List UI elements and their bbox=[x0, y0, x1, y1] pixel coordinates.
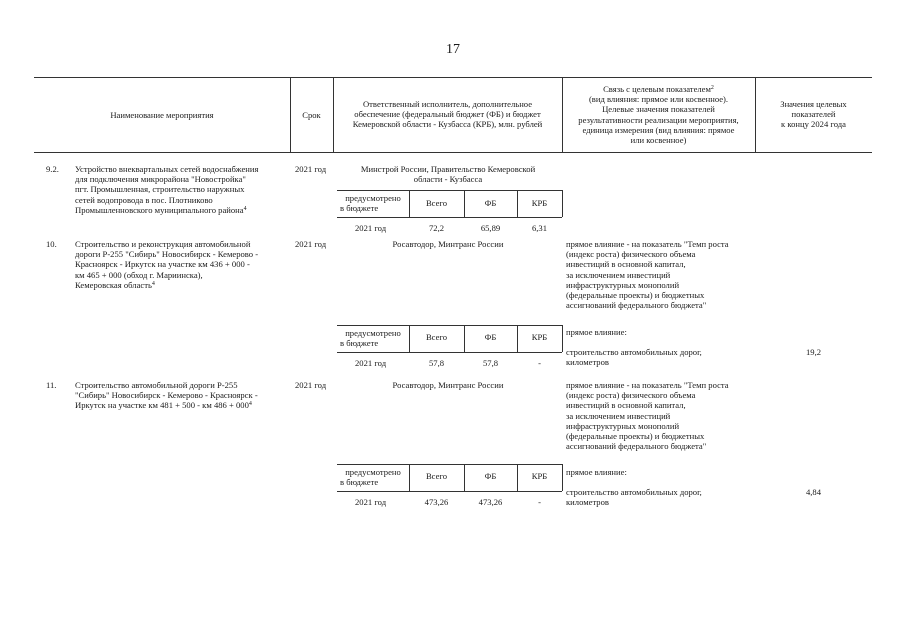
budget-total-header: Всего bbox=[425, 198, 448, 208]
budget-krb-value: 6,31 bbox=[531, 223, 548, 233]
header-target-line: Значения целевых bbox=[780, 99, 847, 109]
header-target-line: к концу 2024 года bbox=[781, 119, 846, 130]
footnote-ref: 2 bbox=[710, 85, 714, 91]
budget-total-value: 57,8 bbox=[428, 358, 445, 368]
row-name bbox=[75, 164, 287, 215]
row-name-text: Кемеровская область bbox=[75, 279, 152, 290]
budget-planned-label bbox=[337, 193, 409, 213]
footnote-ref: 4 bbox=[243, 205, 247, 212]
row-target-value: 4,84 bbox=[805, 487, 822, 497]
row-name-line: дороги Р-255 "Сибирь" Новосибирск - Кемерово - bbox=[75, 249, 259, 260]
budget-year: 2021 год bbox=[355, 497, 387, 507]
row-responsible-line: области - Кузбасса bbox=[413, 174, 483, 185]
budget-planned-label bbox=[337, 467, 409, 487]
row-name-line bbox=[75, 205, 287, 215]
row-link-direct: прямое влияние: bbox=[566, 467, 627, 477]
row-link bbox=[566, 380, 754, 451]
budget-planned-line: в бюджете bbox=[340, 203, 379, 214]
budget-total-value: 72,2 bbox=[428, 223, 445, 233]
header-link-line bbox=[562, 84, 755, 94]
row-name-line: Красноярск - Иркутск на участке км 436 + 000 - bbox=[75, 259, 250, 270]
header-bottom-rule bbox=[34, 152, 872, 153]
row-link-line: инвестиций в основной капитал, bbox=[566, 259, 686, 270]
row-link-line: (федеральные проекты) и бюджетных bbox=[566, 290, 705, 301]
row-indicator bbox=[566, 487, 754, 507]
header-top-rule bbox=[34, 77, 872, 78]
budget-rule bbox=[337, 464, 562, 465]
row-name-line bbox=[75, 280, 287, 290]
budget-total-header: Всего bbox=[425, 332, 448, 342]
budget-krb-value: - bbox=[538, 358, 541, 368]
budget-fb-value: 473,26 bbox=[478, 497, 503, 507]
row-link-line: инвестиций в основной капитал, bbox=[566, 400, 686, 411]
row-name-line bbox=[75, 400, 287, 410]
row-term: 2021 год bbox=[295, 380, 327, 390]
budget-total-value: 473,26 bbox=[424, 497, 449, 507]
page-number: 17 bbox=[446, 42, 460, 57]
budget-fb-header: ФБ bbox=[484, 198, 497, 208]
row-name-line: пгт. Промышленная, строительство наружных bbox=[75, 184, 245, 195]
header-responsible-line: обеспечение (федеральный бюджет (ФБ) и бюджет bbox=[354, 109, 541, 120]
budget-rule bbox=[337, 325, 562, 326]
budget-planned-line: в бюджете bbox=[340, 477, 379, 488]
row-number: 10. bbox=[46, 239, 57, 249]
row-indicator-line: строительство автомобильных дорог, bbox=[566, 347, 702, 357]
budget-fb-header: ФБ bbox=[484, 332, 497, 342]
header-link bbox=[562, 84, 755, 145]
row-link-line: прямое влияние - на показатель "Темп роста bbox=[566, 380, 729, 390]
row-indicator bbox=[566, 347, 754, 367]
row-link-line: инфраструктурных монополий bbox=[566, 420, 680, 431]
row-name-line: км 465 + 000 (обход г. Мариинска), bbox=[75, 269, 203, 280]
row-link-line: ассигнований федерального бюджета" bbox=[566, 300, 707, 311]
row-link-line: (индекс роста) физического объема bbox=[566, 390, 696, 401]
header-link-line: (вид влияния: прямое или косвенное). bbox=[588, 94, 729, 105]
header-responsible bbox=[333, 99, 562, 130]
budget-year: 2021 год bbox=[355, 358, 387, 368]
row-name-line: Устройство внеквартальных сетей водоснабжения bbox=[75, 164, 259, 174]
budget-planned-line: в бюджете bbox=[340, 338, 379, 349]
row-term: 2021 год bbox=[295, 239, 327, 249]
header-link-line: или косвенное) bbox=[630, 135, 687, 146]
budget-krb-header: КРБ bbox=[531, 471, 548, 481]
header-target-line: показателей bbox=[791, 109, 836, 120]
row-link-line: (индекс роста) физического объема bbox=[566, 249, 696, 260]
row-name bbox=[75, 380, 287, 411]
row-indicator-line: километров bbox=[566, 357, 609, 368]
row-target-value: 19,2 bbox=[805, 347, 822, 357]
row-link-line: за исключением инвестиций bbox=[566, 269, 671, 280]
budget-rule bbox=[337, 352, 562, 353]
header-responsible-line: Ответственный исполнитель, дополнительное bbox=[362, 99, 533, 109]
budget-year: 2021 год bbox=[355, 223, 387, 233]
budget-krb-header: КРБ bbox=[531, 198, 548, 208]
budget-rule bbox=[337, 217, 562, 218]
row-indicator-line: километров bbox=[566, 497, 609, 508]
budget-divider bbox=[562, 464, 563, 491]
budget-planned-line: предусмотрено bbox=[345, 467, 401, 477]
header-link-line: Целевые значения показателей bbox=[602, 104, 715, 115]
budget-planned-line: предусмотрено bbox=[345, 328, 401, 338]
header-name: Наименование мероприятия bbox=[110, 110, 214, 120]
row-link-line: (федеральные проекты) и бюджетных bbox=[566, 431, 705, 442]
header-target bbox=[755, 99, 872, 130]
row-responsible: Росавтодор, Минтранс России bbox=[392, 380, 504, 390]
row-name-line: сетей водопровода в пос. Плотниково bbox=[75, 194, 213, 205]
budget-fb-value: 57,8 bbox=[482, 358, 499, 368]
row-responsible: Росавтодор, Минтранс России bbox=[392, 239, 504, 249]
budget-planned-line: предусмотрено bbox=[345, 193, 401, 203]
budget-total-header: Всего bbox=[425, 471, 448, 481]
row-term: 2021 год bbox=[295, 164, 327, 174]
row-name-line: Строительство и реконструкция автомобильной bbox=[75, 239, 251, 249]
row-name-text: Промышленновского муниципального района bbox=[75, 204, 244, 215]
header-term: Срок bbox=[302, 110, 321, 120]
footnote-ref: 4 bbox=[151, 280, 155, 287]
row-link-direct: прямое влияние: bbox=[566, 327, 627, 337]
row-responsible bbox=[334, 164, 562, 184]
row-indicator-line: строительство автомобильных дорог, bbox=[566, 487, 702, 497]
budget-fb-value: 65,89 bbox=[480, 223, 501, 233]
row-responsible-line: Минстрой России, Правительство Кемеровской bbox=[360, 164, 536, 174]
header-link-line: результативности реализации мероприятия, bbox=[578, 114, 739, 125]
row-number: 11. bbox=[46, 380, 57, 390]
budget-divider bbox=[562, 190, 563, 217]
row-name bbox=[75, 239, 287, 290]
footnote-ref: 4 bbox=[248, 401, 252, 408]
row-name-line: "Сибирь" Новосибирск - Кемерово - Красноярск - bbox=[75, 390, 258, 401]
budget-krb-value: - bbox=[538, 497, 541, 507]
row-link-line: за исключением инвестиций bbox=[566, 410, 671, 421]
header-responsible-line: Кемеровской области - Кузбасса (КРБ), млн. рублей bbox=[352, 119, 543, 130]
row-name-line: для подключения микрорайона "Новостройка" bbox=[75, 174, 246, 185]
row-link-line: инфраструктурных монополий bbox=[566, 279, 680, 290]
row-name-text: Иркутск на участке км 481 + 500 - км 486 + 000 bbox=[75, 400, 249, 411]
budget-krb-header: КРБ bbox=[531, 332, 548, 342]
row-number: 9.2. bbox=[46, 164, 59, 174]
budget-divider bbox=[562, 325, 563, 352]
row-link-line: прямое влияние - на показатель "Темп роста bbox=[566, 239, 729, 249]
header-link-line: единица измерения (вид влияния: прямое bbox=[582, 124, 735, 135]
row-name-line: Строительство автомобильной дороги Р-255 bbox=[75, 380, 238, 390]
row-link-line: ассигнований федерального бюджета" bbox=[566, 441, 707, 452]
budget-rule bbox=[337, 491, 562, 492]
budget-planned-label bbox=[337, 328, 409, 348]
header-link-text: Связь с целевым показателем bbox=[603, 84, 711, 94]
budget-rule bbox=[337, 190, 562, 191]
budget-fb-header: ФБ bbox=[484, 471, 497, 481]
row-link bbox=[566, 239, 754, 310]
